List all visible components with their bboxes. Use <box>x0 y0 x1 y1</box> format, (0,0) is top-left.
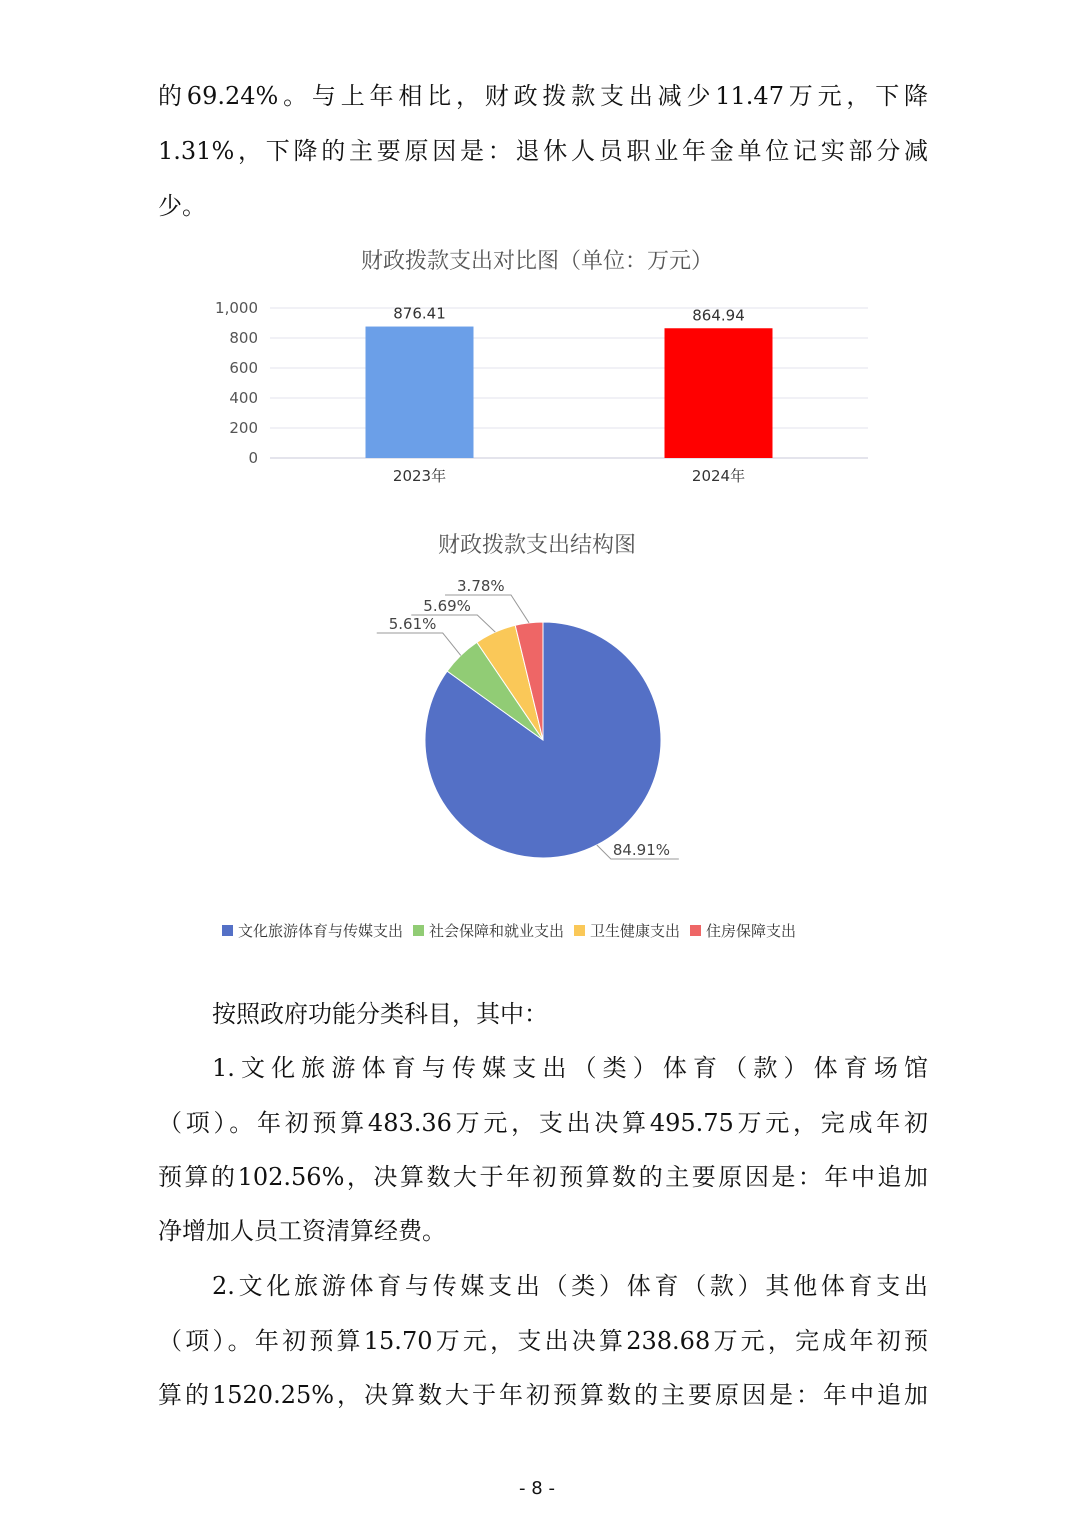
y-tick-label: 600 <box>229 359 258 377</box>
item1-line: 1.文化旅游体育与传媒支出（类）体育（款）体育场馆 <box>212 1054 928 1082</box>
legend-swatch <box>690 925 701 936</box>
item1-line: （项）。年初预算483.36万元，支出决算495.75万元，完成年初 <box>158 1109 928 1137</box>
bar-value-label: 864.94 <box>692 306 745 325</box>
paragraph-line: 1.31%，下降的主要原因是：退休人员职业年金单位记实部分减 <box>158 137 928 165</box>
body-intro: 按照政府功能分类科目，其中： <box>212 1000 548 1028</box>
bar-chart-title: 财政拨款支出对比图（单位：万元） <box>360 249 713 274</box>
legend-swatch <box>222 925 233 936</box>
legend-label: 卫生健康支出 <box>590 922 681 940</box>
bar-value-label: 876.41 <box>393 304 446 323</box>
paragraph-line: 的69.24%。与上年相比，财政拨款支出减少11.47万元，下降 <box>158 82 928 110</box>
bar-chart <box>0 292 1074 492</box>
legend-item <box>222 920 403 941</box>
pie-legend <box>222 920 800 941</box>
item2-line: （项）。年初预算15.70万元，支出决算238.68万元，完成年初预 <box>158 1327 928 1355</box>
y-tick-label: 0 <box>248 449 258 467</box>
y-tick-label: 800 <box>229 329 258 347</box>
x-tick-label: 2023年 <box>392 467 447 485</box>
legend-label: 文化旅游体育与传媒支出 <box>238 922 404 940</box>
slice-label: 84.91% <box>612 841 671 860</box>
bar <box>665 328 773 458</box>
bar <box>366 327 474 458</box>
legend-item <box>574 920 680 941</box>
legend-label: 住房保障支出 <box>706 922 797 940</box>
legend-item <box>413 920 564 941</box>
paragraph-line: 少。 <box>158 192 206 220</box>
item1-line: 净增加人员工资清算经费。 <box>158 1217 446 1245</box>
slice-label: 3.78% <box>457 577 505 595</box>
y-tick-label: 1,000 <box>215 299 258 317</box>
x-tick-label: 2024年 <box>691 467 746 485</box>
legend-swatch <box>574 925 585 936</box>
legend-swatch <box>413 925 424 936</box>
page-number: - 8 - <box>519 1478 555 1499</box>
item2-line: 2.文化旅游体育与传媒支出（类）体育（款）其他体育支出 <box>212 1272 928 1300</box>
slice-label: 5.61% <box>388 615 437 633</box>
item1-line: 预算的102.56%，决算数大于年初预算数的主要原因是：年中追加 <box>158 1163 928 1191</box>
item2-line: 算的1520.25%，决算数大于年初预算数的主要原因是：年中追加 <box>158 1381 928 1409</box>
pie-chart-title: 财政拨款支出结构图 <box>437 533 636 558</box>
legend-item <box>690 920 796 941</box>
y-tick-label: 200 <box>229 419 258 437</box>
slice-label: 5.69% <box>423 597 471 615</box>
legend-label: 社会保障和就业支出 <box>429 922 565 940</box>
pie-chart <box>0 575 1074 895</box>
y-tick-label: 400 <box>229 389 258 407</box>
leader-line <box>377 633 461 655</box>
